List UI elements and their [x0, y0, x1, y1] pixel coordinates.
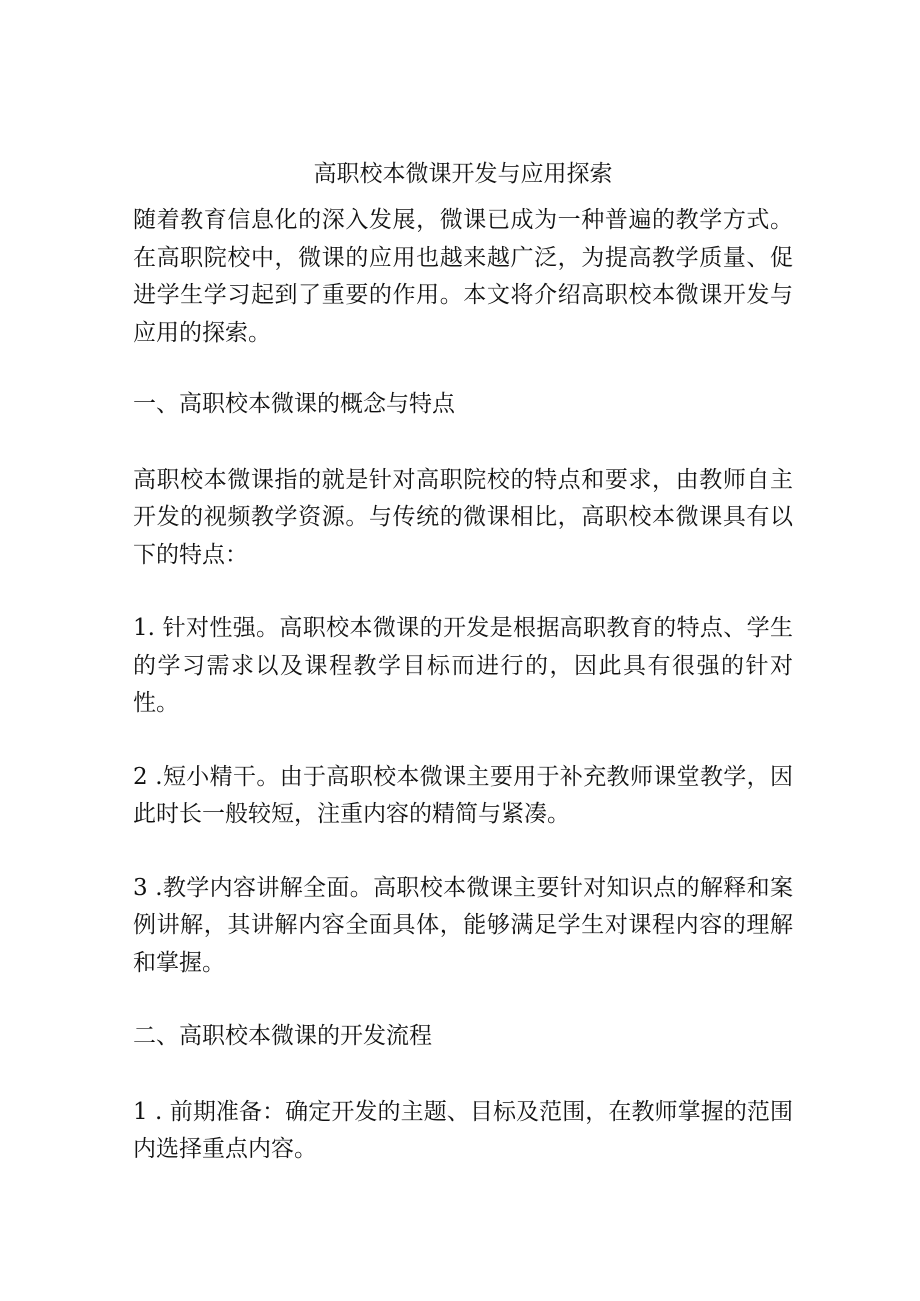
process-step-1: 1 . 前期准备：确定开发的主题、目标及范围，在教师掌握的范围内选择重点内容。 — [133, 1098, 793, 1162]
document-title: 高职校本微课开发与应用探索 — [313, 161, 613, 187]
document-page — [133, 156, 793, 1205]
feature-point-3: 3 .教学内容讲解全面。高职校本微课主要针对知识点的解释和案例讲解，其讲解内容全面具体，能够满足学生对课程内容的理解和掌握。 — [133, 874, 793, 976]
section-heading-1: 一、高职校本微课的概念与特点 — [133, 391, 455, 417]
section-heading-2: 二、高职校本微课的开发流程 — [133, 1023, 432, 1049]
feature-point-2: 2 .短小精干。由于高职校本微课主要用于补充教师课堂教学，因此时长一般较短，注重内容的精简与紧凑。 — [133, 763, 793, 827]
definition-paragraph: 高职校本微课指的就是针对高职院校的特点和要求，由教师自主开发的视频教学资源。与传统的微课相比，高职校本微课具有以下的特点： — [133, 466, 793, 568]
feature-point-1: 1. 针对性强。高职校本微课的开发是根据高职教育的特点、学生的学习需求以及课程教学目标而进行的，因此具有很强的针对性。 — [133, 615, 793, 716]
intro-paragraph: 随着教育信息化的深入发展，微课已成为一种普遍的教学方式。在高职院校中，微课的应用也越来越广泛，为提高教学质量、促进学生学习起到了重要的作用。本文将介绍高职校本微课开发与应用的探索。 — [133, 207, 793, 346]
